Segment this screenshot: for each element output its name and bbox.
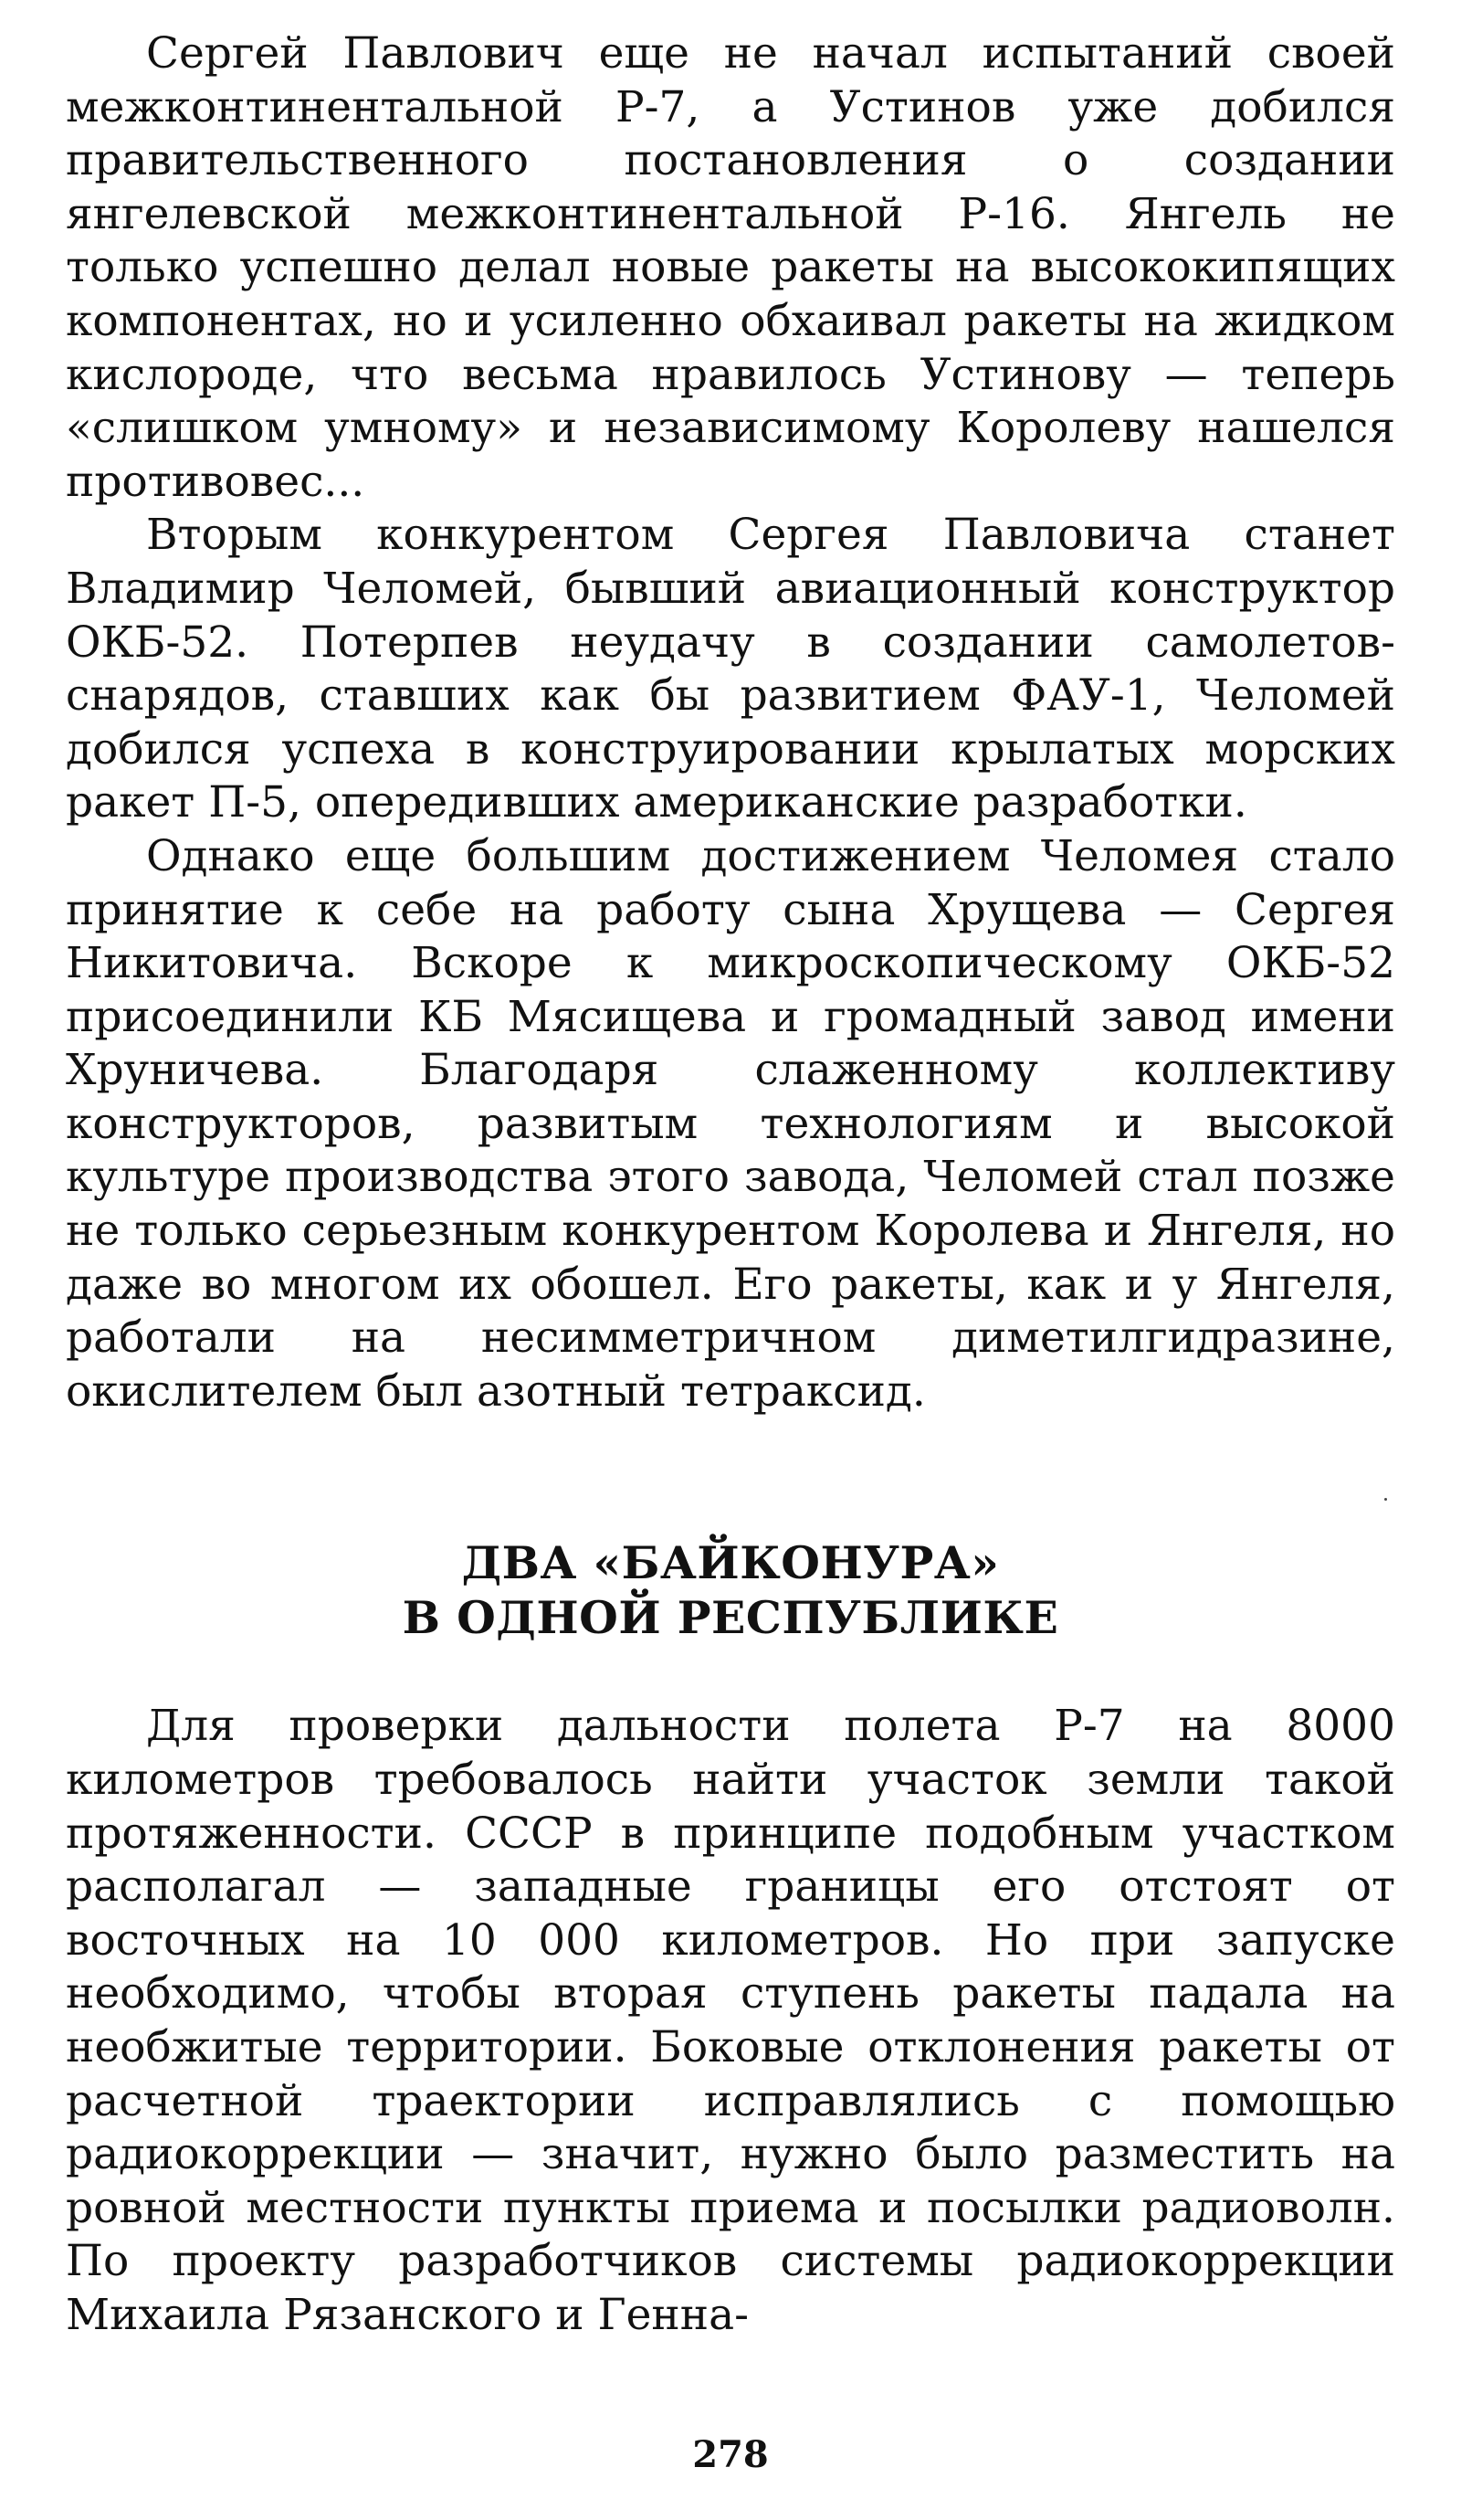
paragraph-khrushchev-son: Однако еще большим достижением Челомея стало принятие к себе на работу сына Хрущева — Сергея Никитовича. Вскоре к микроскопическому ОКБ-52 присоединили КБ Мясищева и громадный завод имени Хруничева. Благодаря слаженному коллективу конструкторов, развитым технологиям и высокой культуре производства этого завода, Челомей стал позже не только серьезным конкурентом Королева и Янгеля, но даже во многом их обошел. Его ракеты, как и у Янгеля, работали на несимметричном диметилгидразине, окислителем был азотный тетраксид. xyxy=(66,830,1395,1417)
paragraph-yangel: Сергей Павлович еще не начал испытаний своей межконтинентальной Р-7, а Устинов уже добился правительственного постановления о создании янгелевской межконтинентальной Р-16. Янгель не только успешно делал новые ракеты на высококипящих компонентах, но и усиленно обхаивал ракеты на жидком кислороде, что весьма нравилось Устинову — теперь «слишком умному» и независимому Королеву нашелся противовес... xyxy=(66,28,1395,507)
paragraph-chelomey: Вторым конкурентом Сергея Павловича станет Владимир Челомей, бывший авиационный конструктор ОКБ-52. Потерпев неудачу в создании самолетов-снарядов, ставших как бы развитием ФАУ-1, Челомей добился успеха в конструировании крылатых морских ракет П-5, опередивших американские разработки. xyxy=(66,510,1395,828)
paragraph-range-test: Для проверки дальности полета Р-7 на 8000 километров требовалось найти участок земли такой протяженности. СССР в принципе подобным участком располагал — западные границы его отстоят от восточных на 10 000 километров. Но при запуске необходимо, чтобы вторая ступень ракеты падала на необжитые территории. Боковые отклонения ракеты от расчетной траектории исправлялись с помощью радиокоррекции — значит, нужно было разместить на ровной местности пункты приема и посылки радиоволн. По проекту разработчиков системы радиокоррекции Михаила Рязанского и Генна- xyxy=(66,1701,1395,2340)
book-page xyxy=(66,27,1395,2343)
heading-line-2: В ОДНОЙ РЕСПУБЛИКЕ xyxy=(402,1591,1059,1645)
heading-line-1: ДВА «БАЙКОНУРА» xyxy=(461,1536,1000,1590)
scan-speck xyxy=(1384,1498,1387,1501)
page-number: 278 xyxy=(692,2433,769,2476)
section-heading xyxy=(66,1535,1395,1645)
